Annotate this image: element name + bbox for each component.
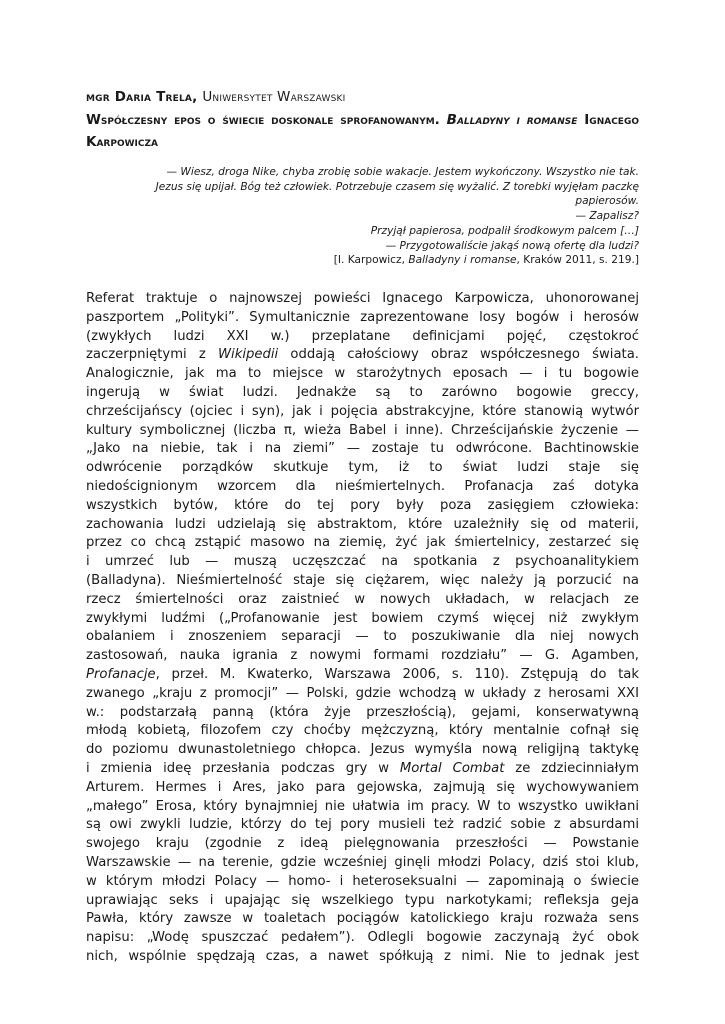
body-line: Analogicznie, jak ma to miejsce w starożytnych eposach — i tu bogowie <box>86 366 639 382</box>
body-italic-run: Wikipedii <box>218 347 279 363</box>
body-line: Pawła, który zawsze w toaletach pociągów katolickiego kraju rozważa sens <box>86 911 639 927</box>
body-text-run: oddają całościowy obraz współczesnego świata. <box>278 347 639 363</box>
title-italic-book: Balladyny i romanse <box>446 112 578 128</box>
body-line <box>86 346 639 365</box>
paper-title <box>86 109 639 153</box>
author-name: Daria Trela, <box>114 89 198 105</box>
author-line <box>86 88 646 106</box>
body-text-run: , przeł. M. Kwaterko, Warszawa 2006, s. 110). Zstępują do tak <box>155 666 639 682</box>
body-line: „małego” Erosa, który bynajmniej nie ułatwia im pracy. W to wszystko uwikłani <box>86 798 639 814</box>
epigraph-line: — Zapalisz? <box>575 210 639 223</box>
body-line: Referat traktuje o najnowszej powieści Ignacego Karpowicza, uhonorowanej <box>86 291 639 306</box>
body-line: Warszawskie — na terenie, gdzie wcześniej ginęli młodzi Polacy, dziś stoi klub, <box>86 854 639 870</box>
body-line: ingerują w świat ludzi. Jednakże są to zarówno bogowie greccy, <box>86 384 639 400</box>
author-prefix: mgr <box>86 89 110 105</box>
body-line: i umrzeć lub — muszą uczęszczać na spotkania z psychoanalitykiem <box>86 554 639 570</box>
body-line: napisu: „Wodę spuszczać pedałem”). Odlegli bogowie zaczynają żyć obok <box>86 930 639 946</box>
epigraph-line: Jezus się upijał. Bóg też człowiek. Potrzebuje czasem się wyżalić. Z torebki wyjęłam paczkę <box>155 180 639 193</box>
body-line: rzecz śmiertelności oraz zaistnieć w nowych układach, w relacjach ze <box>86 591 639 607</box>
body-line: są owi zwykli ludzie, którzy do tej pory musieli też radzić sobie z absurdami <box>86 817 639 833</box>
source-suffix: , Kraków 2011, s. 219.] <box>516 254 639 267</box>
body-line: do poziomu dwunastoletniego chłopca. Jezus wymyśla nową religijną taktykę <box>86 742 639 758</box>
body-line: swojego kraju (zgodnie z ideą pielęgnowania przeszłości — Powstanie <box>86 836 639 852</box>
body-text-run: i zmienia ideę przesłania podczas gry w <box>86 760 400 776</box>
body-line: zwanego „kraju z promocji” — Polski, gdzie wchodzą w układy z herosami XXI <box>86 685 639 701</box>
body-line <box>86 666 639 685</box>
source-prefix: [I. Karpowicz, <box>333 254 409 267</box>
body-text-run: zaczerpniętymi z <box>86 347 219 363</box>
body-line: zwykłymi ludźmi („Profanowanie jest bowiem czymś więcej niż zwykłym <box>86 610 639 626</box>
body-italic-run: Profanacje <box>86 666 156 682</box>
body-line: Arturem. Hermes i Ares, jako para gejowska, zajmują się wychowywaniem <box>86 779 639 795</box>
body-line: kultury symbolicznej (liczba π, wieża Babel i inne). Chrześcijańskie życzenie — <box>86 422 639 438</box>
body-line: „Jako na niebie, tak i na ziemi” — zostaje tu odwrócone. Bachtinowskie <box>86 441 639 457</box>
author-affiliation: Uniwersytet Warszawski <box>202 89 346 105</box>
title-part-1: Współczesny epos o świecie doskonale sprofanowanym. <box>86 112 447 128</box>
body-line <box>86 760 639 779</box>
source-book-title: Balladyny i romanse <box>408 254 517 267</box>
epigraph-line: papierosów. <box>575 195 639 208</box>
body-line: wszystkich bytów, które do tej pory były poza zasięgiem człowieka: <box>86 497 639 513</box>
epigraph-line: — Przygotowaliście jakąś nową ofertę dla ludzi? <box>385 239 639 252</box>
body-line: paszportem „Polityki”. Symultanicznie zaprezentowane losy bogów i herosów <box>86 309 639 325</box>
body-text-run: ze zdziecinniałym <box>504 760 640 776</box>
title-part-2: Ignacego Karpowicza <box>86 112 639 150</box>
body-line: chrześcijańscy (ojciec i syn), jak i pojęcia abstrakcyjne, które stanowią wytwór <box>86 403 639 419</box>
body-line: (Balladyna). Nieśmiertelność staje się ciężarem, więc należy ją porzucić na <box>86 572 639 588</box>
body-line: odwrócenie porządków skutkuje tym, iż to świat ludzi staje się <box>86 460 639 476</box>
body-line: niedoścignionym wzorcem dla nieśmiertelnych. Profanacja zaś dotyka <box>86 478 639 494</box>
body-paragraph <box>86 290 639 967</box>
body-line: uprawiając seks i upajając się wszelkiego typu narkotykami; refleksja geja <box>86 892 639 908</box>
epigraph <box>86 165 639 268</box>
body-line: młodą kobietą, filozofem czy choćby mężczyzną, który mentalnie cofnął się <box>86 723 639 739</box>
body-line: w.: podstarzałą panną (która żyje przeszłością), gejami, konserwatywną <box>86 704 639 720</box>
body-line: zastosowań, nauka igrania z nowymi formami rozdziału” — G. Agamben, <box>86 648 639 664</box>
body-line: w którym młodzi Polacy — homo- i heteroseksualni — zapominają o świecie <box>86 873 639 889</box>
epigraph-line: Przyjął papierosa, podpalił środkowym palcem […] <box>370 224 639 237</box>
body-line: nich, wspólnie spędzają czas, a nawet spółkują z nimi. Nie to jednak jest <box>86 948 639 964</box>
body-line: przez co chcą zstąpić masowo na ziemię, żyć jak śmiertelnicy, zestarzeć się <box>86 535 639 551</box>
body-line: obalaniem i znoszeniem separacji — to poszukiwanie dla niej nowych <box>86 629 639 645</box>
epigraph-line: — Wiesz, droga Nike, chyba zrobię sobie wakacje. Jestem wykończony. Wszystko nie tak. <box>166 166 639 178</box>
body-italic-run: Mortal Combat <box>399 760 505 776</box>
body-line: (zwykłych ludzi XXI w.) przeplatane definicjami pojęć, częstokroć <box>86 328 639 344</box>
epigraph-source <box>86 253 639 268</box>
body-line: zachowania ludzi udzielają się abstraktom, które uzależniły się od materii, <box>86 516 639 532</box>
